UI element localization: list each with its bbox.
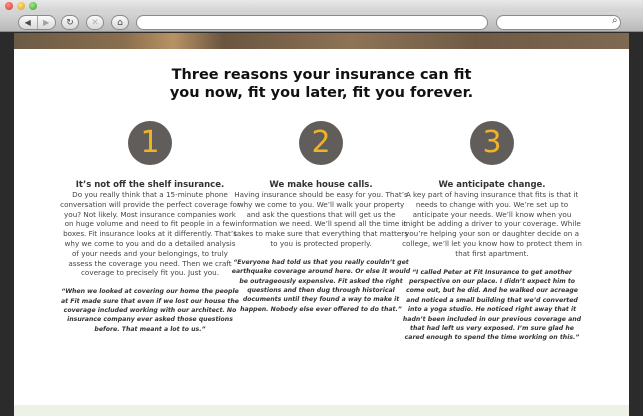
- address-bar[interactable]: [136, 15, 488, 30]
- search-icon[interactable]: ⌕: [612, 15, 618, 26]
- page-headline: [14, 66, 629, 102]
- reason-number-badge: 1: [128, 121, 172, 165]
- zoom-window-button[interactable]: [29, 2, 37, 10]
- headline-line-2: you now, fit you later, fit you forever.: [169, 85, 474, 101]
- back-forward-group: [18, 15, 56, 30]
- stop-icon[interactable]: ✕: [86, 15, 104, 30]
- reason-column-3: [402, 121, 582, 343]
- page-viewport: [14, 33, 629, 416]
- testimonial-quote: “When we looked at covering our home the people at Fit made sure that even if we lost our house the coverage included working with our architect. No insurance company ever asked those questions before. That meant a lot to us.”: [61, 288, 239, 333]
- reason-body: A key part of having insurance that fits is that it needs to change with you. We’re set up to anticipate your needs. We’ll know when you might be adding a driver to your coverage. While you’re helping your son or daughter decide on a college, we’ll let you know how to protect them in that first apartment.: [402, 190, 582, 258]
- reason-title: We make house calls.: [269, 180, 373, 190]
- testimonial-quote: “I called Peter at Fit Insurance to get another perspective on our place. I didn’t expect him to come out, but he did. And he walked our acreage and noticed a small building that we’d converted into a yoga studio. He noticed right away that it hadn’t been included in our previous coverage and that had left us very exposed. I’m sure glad he cared enough to spend the time working on this.”: [402, 268, 582, 342]
- testimonial-quote: “Everyone had told us that you really couldn’t get earthquake coverage around here. Or else it would be outrageously expensive. Fit asked the right questions and then dug through historical documents until they found a way to make it happen. Nobody else ever offered to do that.”: [231, 258, 411, 313]
- headline-line-1: Three reasons your insurance can fit: [171, 67, 472, 83]
- reason-column-2: [231, 121, 411, 314]
- back-arrow-icon[interactable]: ◀: [24, 18, 31, 27]
- reason-column-1: [60, 121, 240, 334]
- reload-icon[interactable]: ↻: [61, 15, 79, 30]
- reason-number-badge: 3: [470, 121, 514, 165]
- footer-strip: [14, 405, 629, 416]
- browser-toolbar: [0, 12, 643, 32]
- close-window-button[interactable]: [5, 2, 13, 10]
- hero-image-strip: [14, 33, 629, 49]
- search-field[interactable]: [496, 15, 621, 30]
- home-icon[interactable]: ⌂: [111, 15, 129, 30]
- reason-title: It’s not off the shelf insurance.: [75, 180, 225, 190]
- reason-number-badge: 2: [299, 121, 343, 165]
- forward-arrow-icon[interactable]: ▶: [37, 16, 56, 29]
- reason-title: We anticipate change.: [438, 180, 546, 190]
- minimize-window-button[interactable]: [17, 2, 25, 10]
- reason-body: Having insurance should be easy for you. That’s why we come to you. We’ll walk your property and ask the questions that will get us the information we need. We’ll spend all the time it takes to make sure that everything that matters to you is protected properly.: [234, 190, 408, 248]
- window-titlebar: [0, 0, 643, 12]
- reason-body: Do you really think that a 15-minute phone conversation will provide the perfect coverage for you? Not likely. Most insurance companies work on huge volume and need to fit people in a few boxes. Fit insurance looks at it differently. That’s why we come to you and do a detailed analysis of your needs and your belongings, to truly assess the coverage you need. Then we craft coverage to precisely fit you. Just you.: [60, 190, 240, 278]
